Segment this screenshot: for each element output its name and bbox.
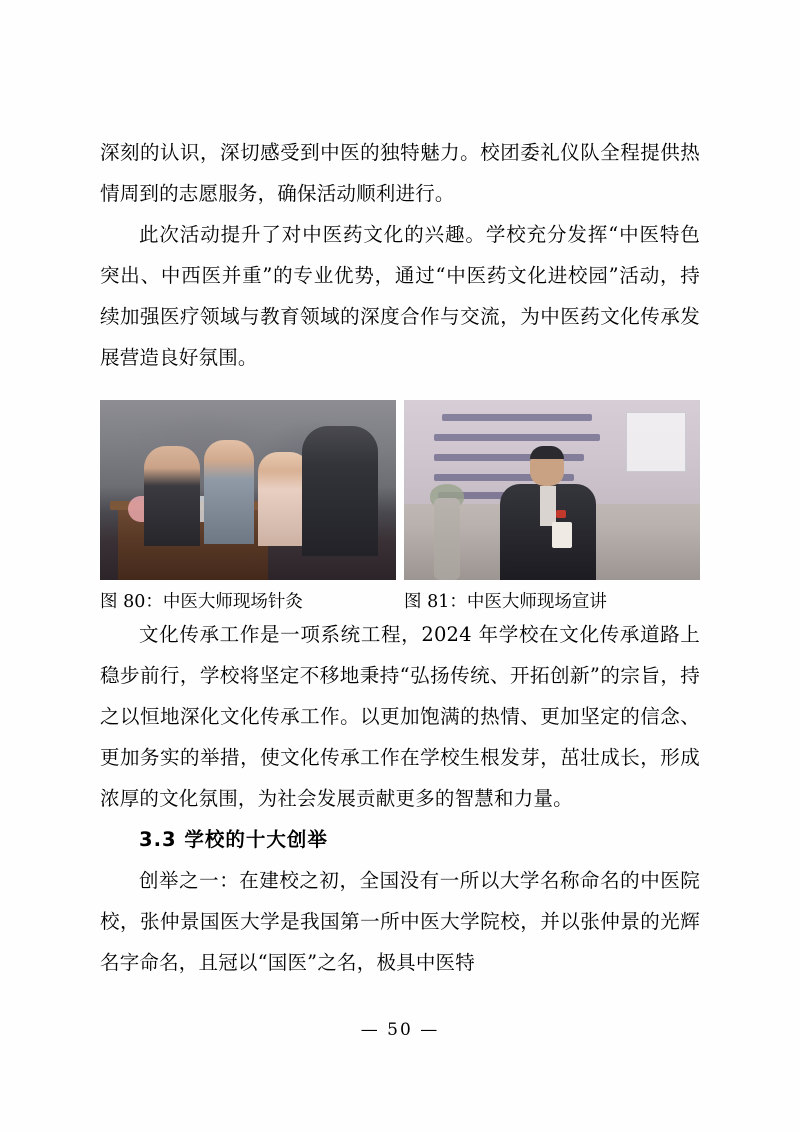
paragraph-3: 文化传承工作是一项系统工程，2024 年学校在文化传承道路上稳步前行，学校将坚定不移地秉持“弘扬传统、开拓创新”的宗旨，持之以恒地深化文化传承工作。以更加饱满的热情、更加坚定的信念、更加务实的举措，使文化传承工作在学校生根发芽，茁壮成长，形成浓厚的文化氛围，为社会发展贡献更多的智慧和力量。 [100,623,700,810]
page-footer [0,1020,800,1040]
figure-81-image [404,400,700,580]
person-shape-b [204,440,254,544]
speaker-hair-shape [530,446,564,459]
vase-shape [434,498,460,580]
figure-81 [404,400,700,614]
screen-text-line-2 [434,434,600,441]
page-content [100,132,700,983]
figure-row [100,400,700,614]
figure-81-caption: 图 81：中医大师现场宣讲 [404,592,607,612]
section-heading-3-3: 3.3 学校的十大创举 [139,828,328,851]
screen-text-line-1 [442,414,592,421]
person-shape-d [302,426,378,556]
speaker-lanyard-shape [552,522,572,548]
figure-80-caption: 图 80：中医大师现场针灸 [100,592,303,612]
speaker-shirt-shape [540,486,556,526]
figure-80-image [100,400,396,580]
paragraph-2: 此次活动提升了对中医药文化的兴趣。学校充分发挥“中医特色突出、中西医并重”的专业优势，通过“中医药文化进校园”活动，持续加强医疗领域与教育领域的深度合作与交流，为中医药文化传承发展营造良好氛围。 [100,223,700,369]
figure-80 [100,400,396,614]
speaker-badge-shape [556,510,566,518]
page-number: — 50 — [360,1020,440,1040]
paragraph-4: 创举之一：在建校之初，全国没有一所以大学名称命名的中医院校，张仲景国医大学是我国第一所中医大学院校，并以张仲景的光辉名字命名，且冠以“国医”之名，极具中医特 [100,869,700,974]
paragraph-1: 深刻的认识，深切感受到中医的独特魅力。校团委礼仪队全程提供热情周到的志愿服务，确保活动顺利进行。 [100,141,700,205]
whiteboard-shape [626,412,686,472]
person-shape-a [144,446,200,546]
